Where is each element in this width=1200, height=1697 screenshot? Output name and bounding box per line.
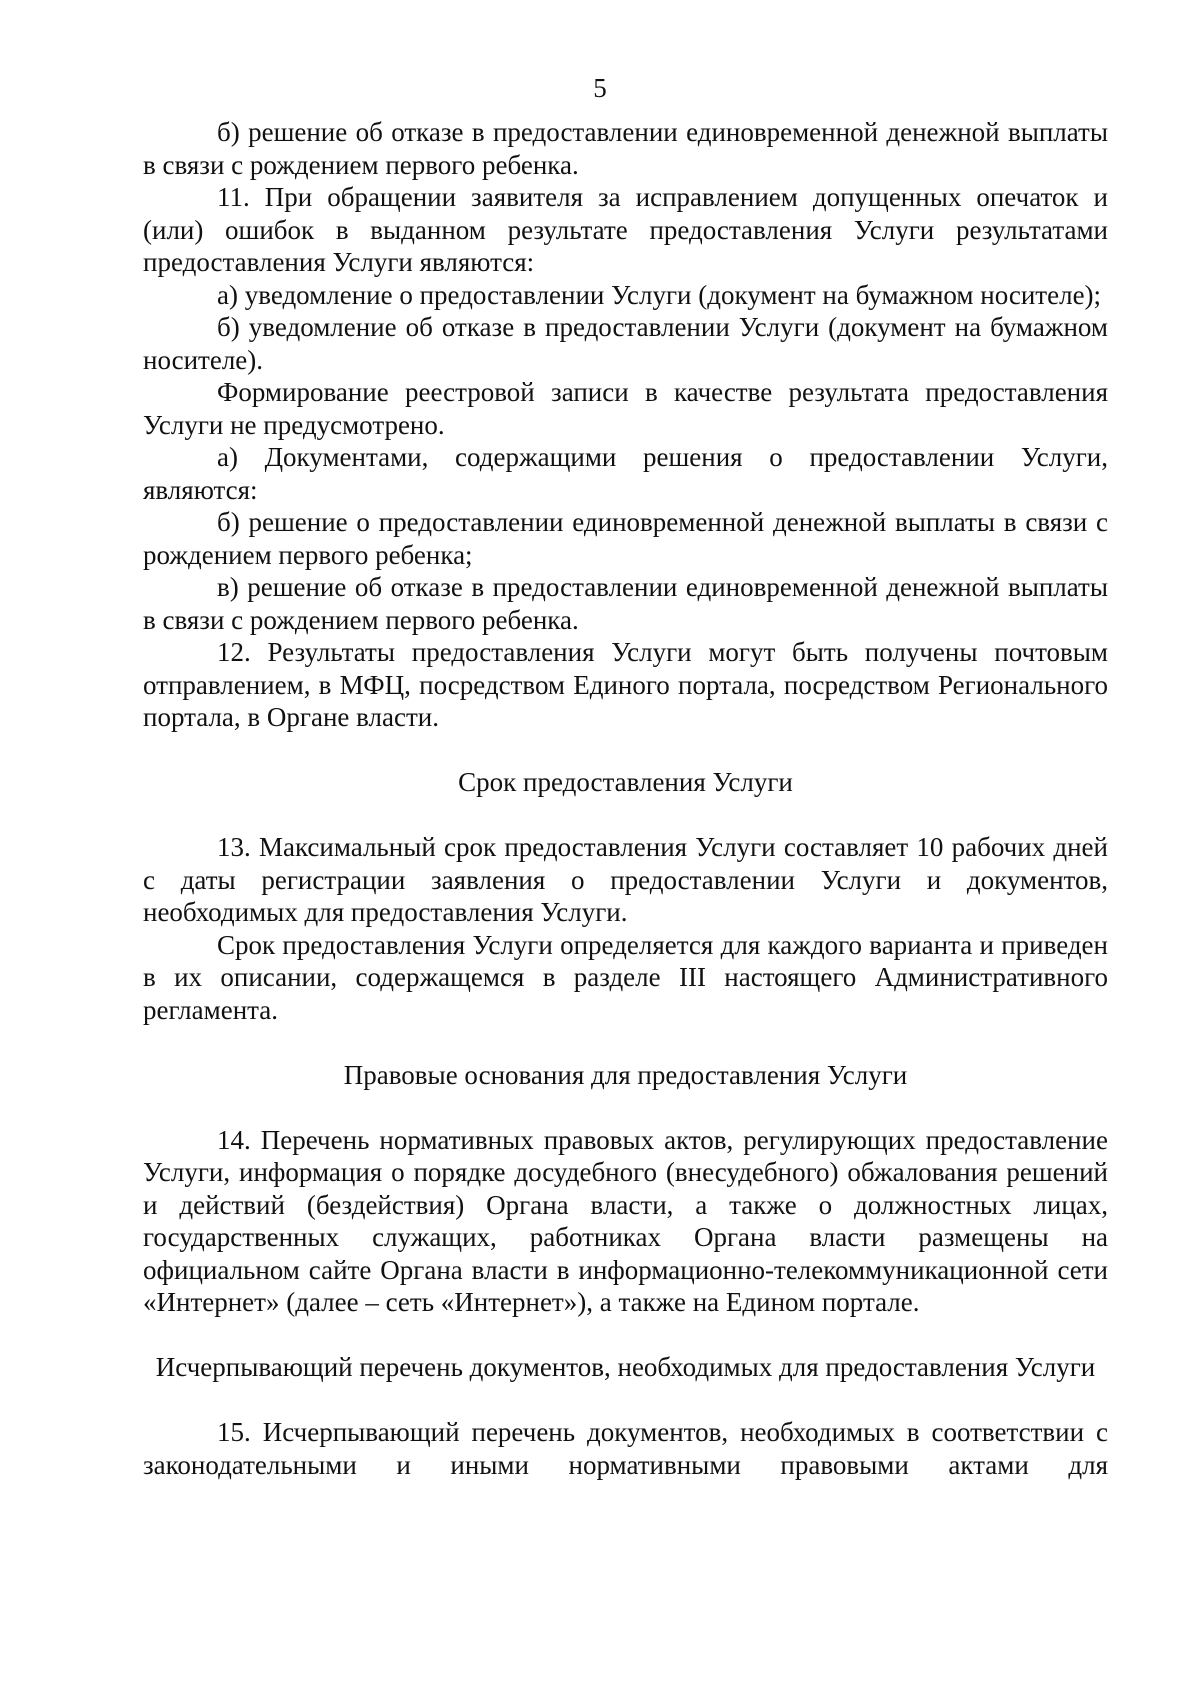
paragraph: Срок предоставления Услуги определяется для каждого варианта и приведен в их описании, содержащемся в разделе III настоящего Административного регламента. [143, 929, 1108, 1025]
blank-line [143, 1319, 1108, 1352]
paragraph: а) уведомление о предоставлении Услуги (документ на бумажном носителе); [217, 279, 1102, 310]
paragraph: б) решение о предоставлении единовременной денежной выплаты в связи с рождением первого ребенка; [143, 507, 1108, 570]
paragraph: а) Документами, содержащими решения о предоставлении Услуги, являются: [143, 442, 1108, 505]
blank-line [143, 1091, 1108, 1124]
paragraph: б) решение об отказе в предоставлении единовременной денежной выплаты в связи с рождением первого ребенка. [143, 117, 1108, 180]
document-body [143, 116, 1108, 1481]
blank-line [143, 1384, 1108, 1417]
paragraph: 13. Максимальный срок предоставления Услуги составляет 10 рабочих дней с даты регистрации заявления о предоставлении Услуги и документов, необходимых для предоставления Услуги. [143, 832, 1108, 927]
paragraph: 15. Исчерпывающий перечень документов, необходимых в соответствии с законодательными и иными нормативными правовыми актами для [143, 1417, 1108, 1480]
section-heading: Правовые основания для предоставления Услуги [343, 1059, 908, 1090]
paragraph: 11. При обращении заявителя за исправлением допущенных опечаток и (или) ошибок в выданном результате предоставления Услуги результатами предоставления Услуги являются: [143, 182, 1108, 277]
blank-line [143, 1026, 1108, 1059]
page-number: 5 [593, 73, 607, 103]
paragraph: б) уведомление об отказе в предоставлении Услуги (документ на бумажном носителе). [143, 312, 1108, 375]
blank-line [143, 734, 1108, 767]
paragraph: 14. Перечень нормативных правовых актов, регулирующих предоставление Услуги, информация о порядке досудебного (внесудебного) обжалования решений и действий (бездействия) Органа власти, а также о должностных лицах, государственных служащих, работниках Органа власти размещены на официальном сайте Органа власти в информационно-телекоммуникационной сети «Интернет» (далее – сеть «Интернет»), а также на Едином портале. [143, 1124, 1108, 1317]
paragraph: 12. Результаты предоставления Услуги могут быть получены почтовым отправлением, в МФЦ, посредством Единого портала, посредством Регионального портала, в Органе власти. [143, 637, 1108, 732]
blank-line [143, 799, 1108, 832]
paragraph: в) решение об отказе в предоставлении единовременной денежной выплаты в связи с рождением первого ребенка. [143, 572, 1108, 635]
paragraph: Формирование реестровой записи в качестве результата предоставления Услуги не предусмотрено. [143, 377, 1108, 440]
section-heading: Исчерпывающий перечень документов, необходимых для предоставления Услуги [155, 1352, 1096, 1382]
section-heading: Срок предоставления Услуги [458, 767, 793, 797]
